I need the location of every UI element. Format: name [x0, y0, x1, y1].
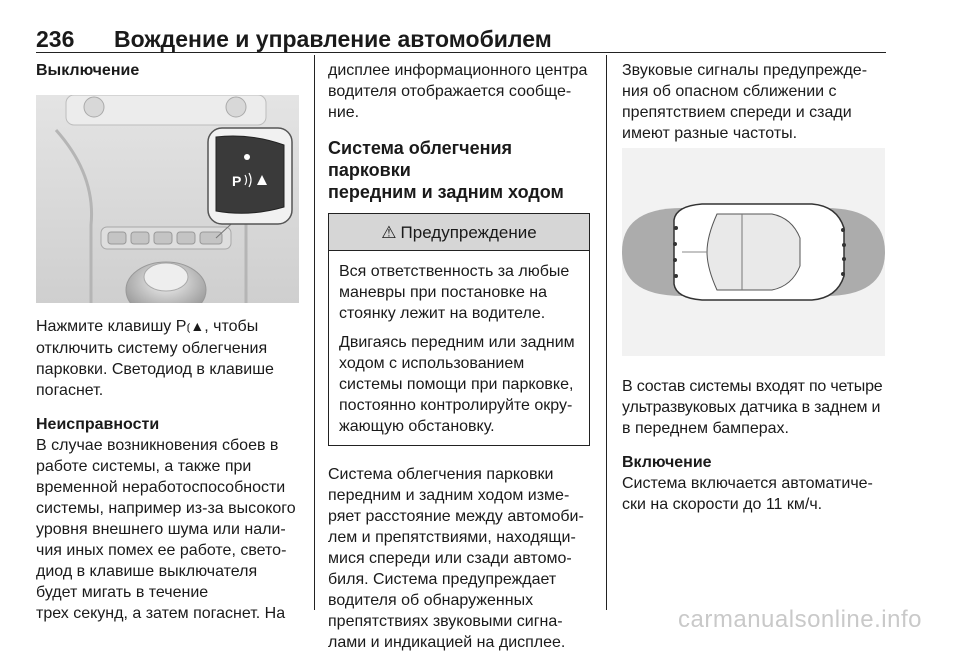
press-key-line: Нажмите клавишу P⦅▲, чтобы	[36, 318, 259, 335]
text-line: В случае возникновения сбоев в	[36, 437, 279, 454]
page-header	[36, 26, 886, 54]
heading-faults: Неисправности	[36, 416, 160, 433]
text-line: биля. Система предупреждает	[328, 571, 557, 588]
text-line: Двигаясь передним или задним	[339, 334, 575, 351]
text-line: диод в клавише выключателя	[36, 563, 258, 580]
text-line: дисплее информационного центра	[328, 62, 588, 79]
text-line: передним и задним ходом изме-	[328, 487, 570, 504]
text-line: имеют разные частоты.	[622, 125, 798, 142]
figure-console-button	[36, 95, 299, 303]
text-line: ния об опасном сближении с	[622, 83, 837, 100]
footer-watermark: carmanualsonline.info	[678, 606, 922, 633]
warning-title: Предупреждение	[400, 222, 537, 242]
text-line: погаснет.	[36, 382, 104, 399]
text-line: работе системы, а также при	[36, 458, 252, 475]
text-line: Система включается автоматиче-	[622, 475, 873, 492]
warning-body	[329, 251, 589, 445]
warning-header	[329, 214, 589, 251]
text-line: чия иных помех ее работе, свето-	[36, 542, 287, 559]
column-1-body	[36, 316, 304, 624]
page-title: Вождение и управление автомобилем	[114, 26, 552, 52]
text-line: маневры при постановке на	[339, 284, 548, 301]
figure-button-label: P	[232, 173, 242, 189]
text-line: жающую обстановку.	[339, 418, 495, 435]
text-line: ряет расстояние между автомоби-	[328, 508, 584, 525]
text-line: трех секунд, а затем погаснет. На	[36, 605, 286, 622]
text-line: ходом с использованием	[339, 355, 525, 372]
text-line: Звуковые сигналы предупрежде-	[622, 62, 868, 79]
header-divider	[36, 52, 886, 53]
text-line: ультразвуковых датчика в заднем и	[622, 399, 881, 416]
text-line: лем и препятствиями, находящи-	[328, 529, 576, 546]
text-line: уровня внешнего шума или нали-	[36, 521, 286, 538]
text-line: препятствием спереди и сзади	[622, 104, 852, 121]
text-line: отключить систему облегчения	[36, 340, 268, 357]
text-line: будет мигать в течение	[36, 584, 209, 601]
console-illustration	[36, 95, 299, 303]
text-line: Вся ответственность за любые	[339, 263, 570, 280]
car-sensor-illustration	[622, 148, 885, 356]
text-line: ние.	[328, 104, 360, 121]
column-3	[622, 60, 888, 144]
heading-off: Выключение	[36, 62, 140, 79]
text-line: мися спереди или сзади автомо-	[328, 550, 572, 567]
park-assist-icon: ⦅	[186, 320, 191, 334]
column-divider-1	[314, 55, 315, 610]
text-line: системы помощи при парковке,	[339, 376, 574, 393]
column-divider-2	[606, 55, 607, 610]
text-line: водителя об обнаруженных	[328, 592, 534, 609]
park-assist-triangle-icon: ▲	[190, 318, 205, 334]
text-line: водителя отображается сообще-	[328, 83, 572, 100]
section-heading: передним и задним ходом	[328, 182, 564, 202]
heading-on: Включение	[622, 454, 712, 471]
column-3-body	[622, 376, 888, 515]
text-line: системы, например из-за высокого	[36, 500, 296, 517]
page-number: 236	[36, 26, 75, 52]
text-line: постоянно контролируйте окру-	[339, 397, 573, 414]
warning-triangle-icon: ⚠	[381, 222, 397, 242]
section-heading: Система облегчения парковки	[328, 138, 513, 180]
text-line: ски на скорости до 11 км/ч.	[622, 496, 823, 513]
text-line: в переднем бамперах.	[622, 420, 789, 437]
text-line: Система облегчения парковки	[328, 466, 554, 483]
column-2	[328, 60, 596, 653]
text-line: временной неработоспособности	[36, 479, 286, 496]
text-line: препятствиях звуковыми сигна-	[328, 613, 563, 630]
text-line: лами и индикацией на дисплее.	[328, 634, 566, 651]
figure-car-sensors	[622, 148, 885, 356]
text-line: В состав системы входят по четыре	[622, 378, 883, 395]
warning-box	[328, 213, 590, 446]
text-line: парковки. Светодиод в клавише	[36, 361, 274, 378]
text-line: стоянку лежит на водителе.	[339, 305, 546, 322]
column-1	[36, 60, 304, 81]
